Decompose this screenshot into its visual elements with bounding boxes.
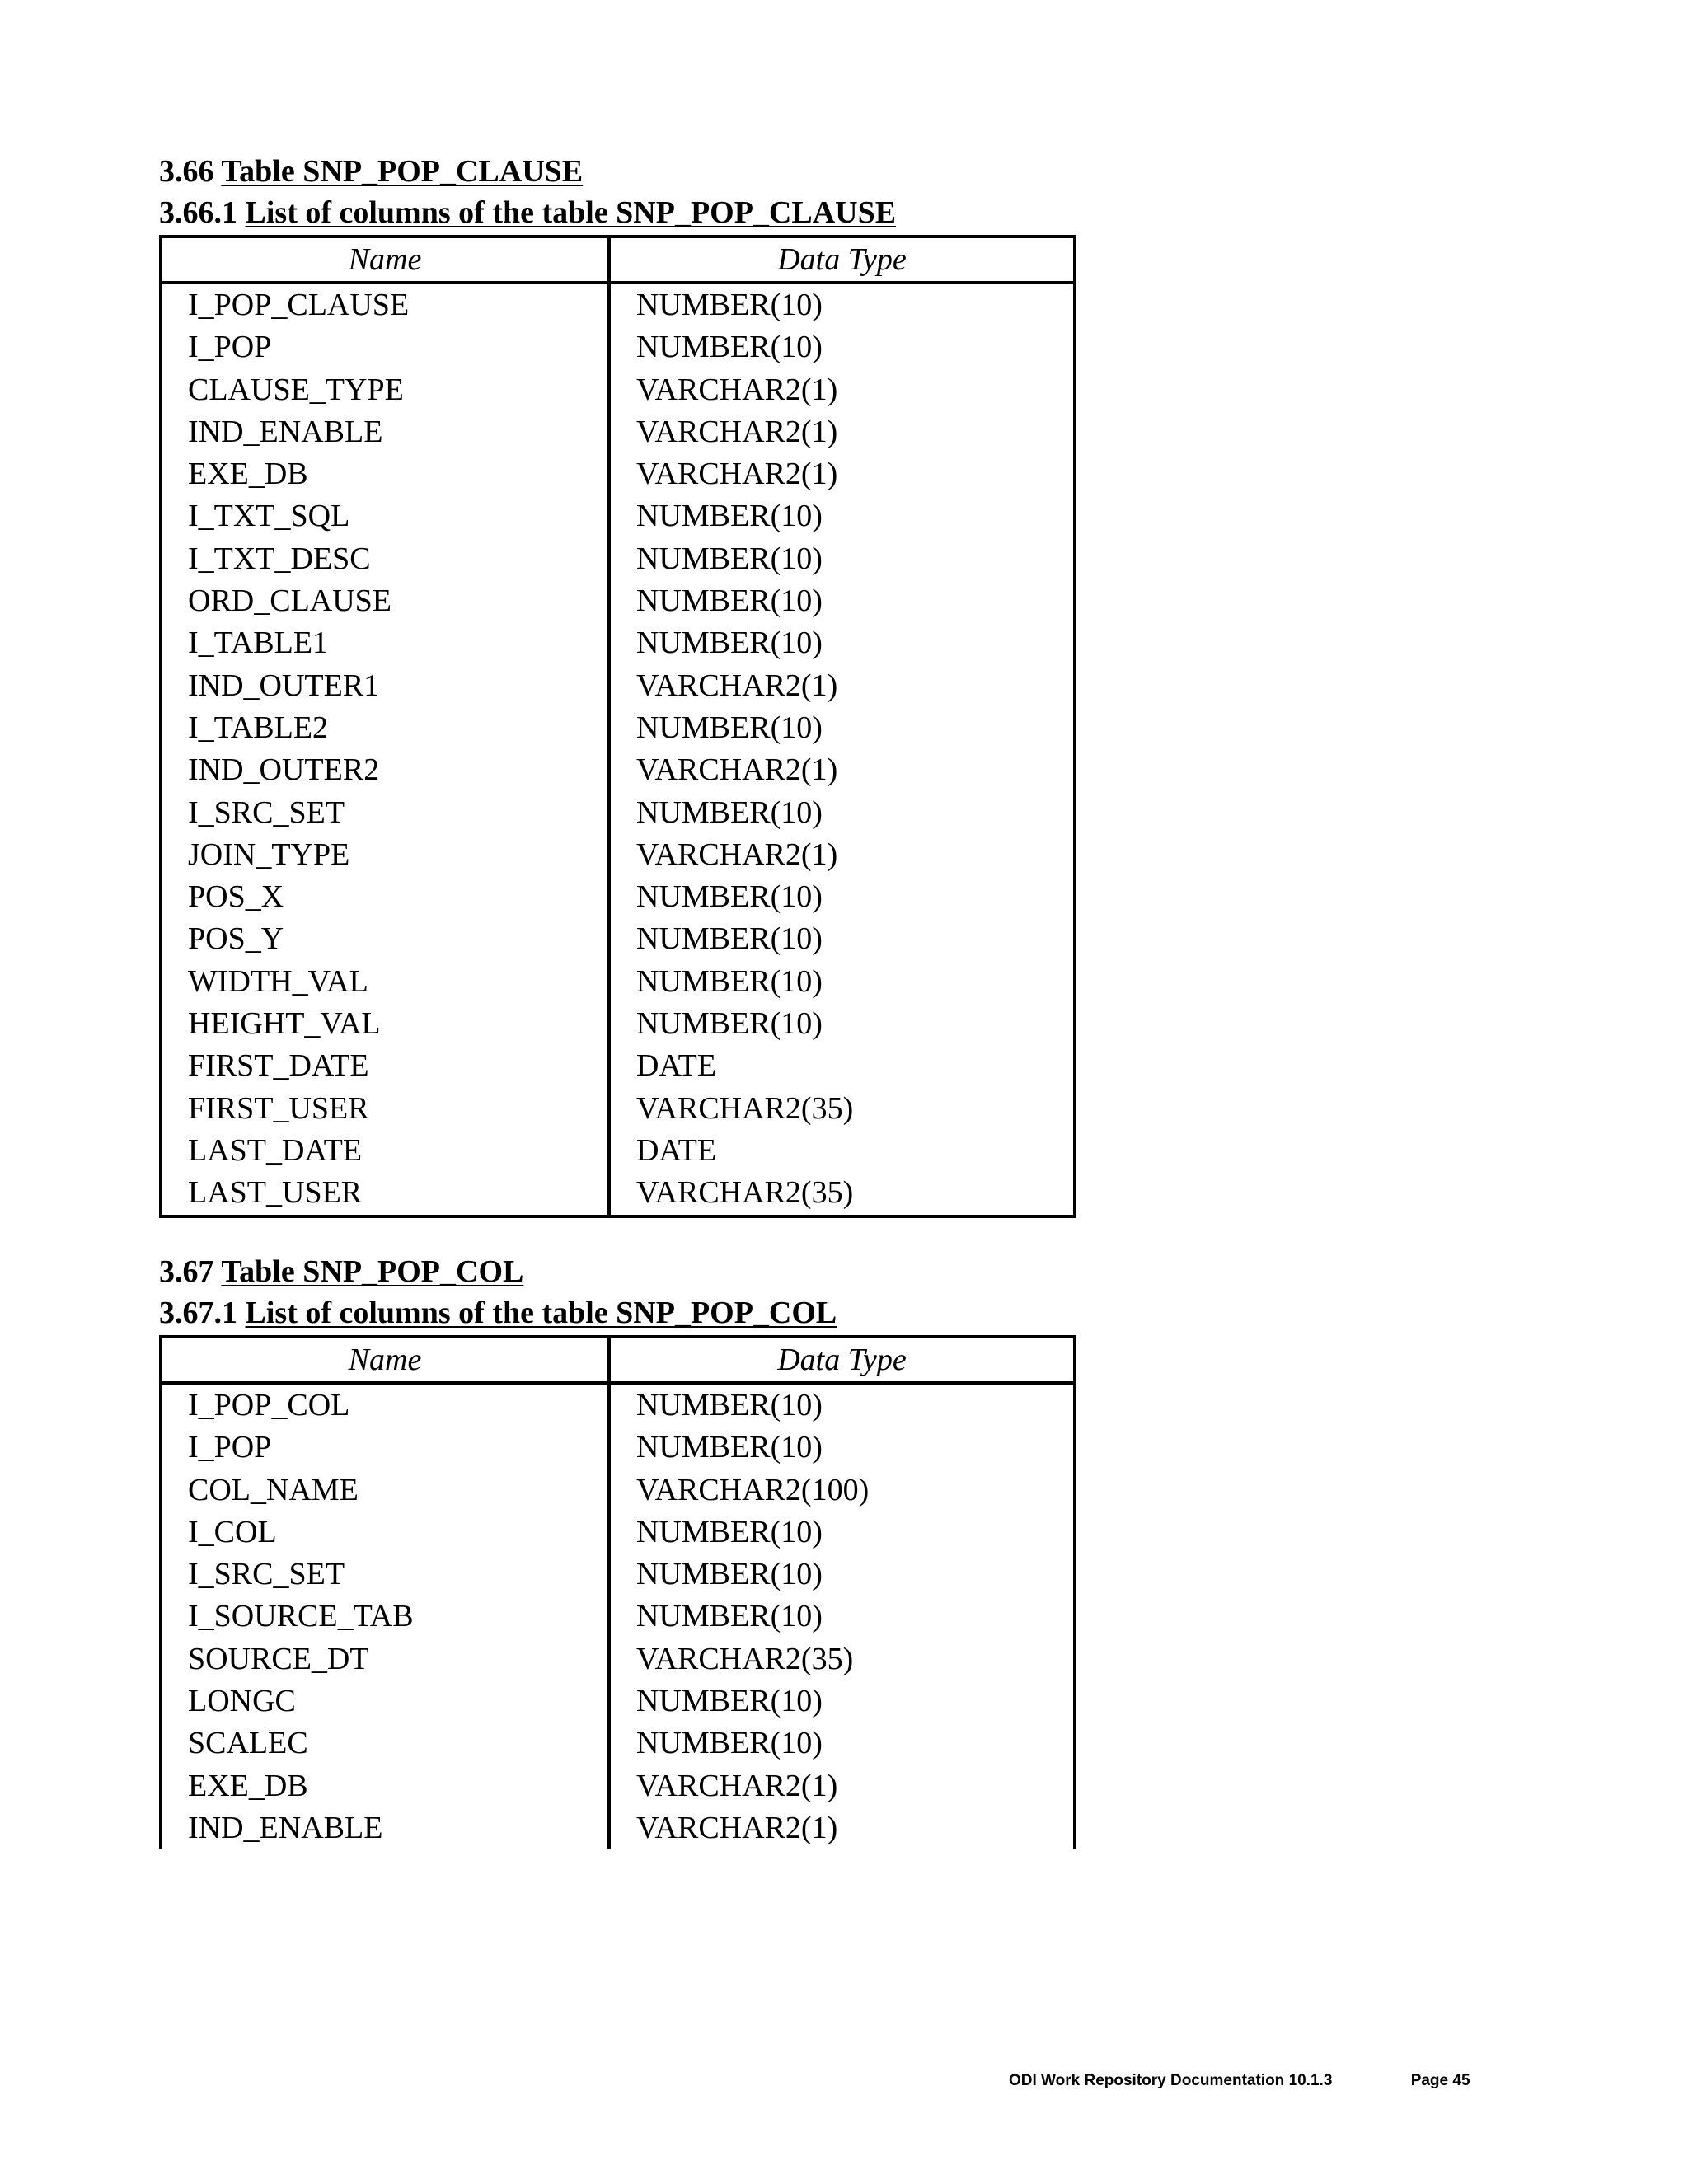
table-row bbox=[161, 411, 1075, 453]
column-name-cell: COL_NAME bbox=[161, 1469, 609, 1511]
table-row bbox=[161, 876, 1075, 918]
table-body bbox=[161, 1383, 1075, 1849]
header-name: Name bbox=[161, 237, 609, 283]
subsection-number: 3.67.1 bbox=[159, 1296, 237, 1330]
data-type-cell: VARCHAR2(1) bbox=[609, 369, 1075, 411]
table-row bbox=[161, 622, 1075, 664]
table-row bbox=[161, 1003, 1075, 1045]
table-row bbox=[161, 707, 1075, 749]
section-heading bbox=[159, 151, 1082, 192]
data-type-cell: NUMBER(10) bbox=[609, 1722, 1075, 1765]
data-type-cell: VARCHAR2(1) bbox=[609, 1765, 1075, 1807]
section-number: 3.66 bbox=[159, 154, 214, 189]
table-row bbox=[161, 1511, 1075, 1554]
table-body bbox=[161, 283, 1075, 1216]
table-row bbox=[161, 1722, 1075, 1765]
table-row bbox=[161, 1680, 1075, 1722]
column-name-cell: EXE_DB bbox=[161, 453, 609, 495]
table-row bbox=[161, 283, 1075, 326]
data-type-cell: NUMBER(10) bbox=[609, 707, 1075, 749]
data-type-cell: VARCHAR2(35) bbox=[609, 1088, 1075, 1130]
data-type-cell: NUMBER(10) bbox=[609, 1680, 1075, 1722]
section-heading bbox=[159, 1251, 1082, 1292]
footer-page-number: Page 45 bbox=[1410, 2072, 1470, 2089]
column-name-cell: SCALEC bbox=[161, 1722, 609, 1765]
table-row bbox=[161, 1427, 1075, 1469]
columns-table bbox=[159, 235, 1076, 1218]
column-name-cell: I_COL bbox=[161, 1511, 609, 1554]
data-type-cell: VARCHAR2(1) bbox=[609, 665, 1075, 707]
table-row bbox=[161, 1469, 1075, 1511]
data-type-cell: VARCHAR2(1) bbox=[609, 411, 1075, 453]
table-header-row bbox=[161, 1337, 1075, 1383]
table-row bbox=[161, 918, 1075, 960]
column-name-cell: I_TABLE1 bbox=[161, 622, 609, 664]
column-name-cell: LAST_USER bbox=[161, 1172, 609, 1216]
data-type-cell: VARCHAR2(1) bbox=[609, 834, 1075, 876]
subsection-number: 3.66.1 bbox=[159, 195, 237, 230]
column-name-cell: I_POP_COL bbox=[161, 1383, 609, 1427]
data-type-cell: NUMBER(10) bbox=[609, 1003, 1075, 1045]
data-type-cell: NUMBER(10) bbox=[609, 1554, 1075, 1596]
data-type-cell: NUMBER(10) bbox=[609, 622, 1075, 664]
page-footer bbox=[1009, 2072, 1470, 2090]
column-name-cell: I_SOURCE_TAB bbox=[161, 1596, 609, 1638]
column-name-cell: EXE_DB bbox=[161, 1765, 609, 1807]
table-row bbox=[161, 1638, 1075, 1680]
data-type-cell: DATE bbox=[609, 1045, 1075, 1087]
header-name: Name bbox=[161, 1337, 609, 1383]
columns-table bbox=[159, 1335, 1076, 1849]
data-type-cell: VARCHAR2(100) bbox=[609, 1469, 1075, 1511]
column-name-cell: I_TXT_DESC bbox=[161, 538, 609, 580]
data-type-cell: VARCHAR2(35) bbox=[609, 1638, 1075, 1680]
column-name-cell: FIRST_USER bbox=[161, 1088, 609, 1130]
subsection-title: List of columns of the table SNP_POP_COL bbox=[245, 1296, 837, 1330]
data-type-cell: NUMBER(10) bbox=[609, 1383, 1075, 1427]
column-name-cell: I_POP bbox=[161, 326, 609, 368]
section-snp-pop-col bbox=[159, 1251, 1082, 1849]
data-type-cell: NUMBER(10) bbox=[609, 961, 1075, 1003]
column-name-cell: I_TABLE2 bbox=[161, 707, 609, 749]
data-type-cell: NUMBER(10) bbox=[609, 283, 1075, 326]
table-row bbox=[161, 1130, 1075, 1172]
column-name-cell: ORD_CLAUSE bbox=[161, 580, 609, 622]
column-name-cell: LONGC bbox=[161, 1680, 609, 1722]
data-type-cell: NUMBER(10) bbox=[609, 918, 1075, 960]
table-row bbox=[161, 961, 1075, 1003]
column-name-cell: IND_OUTER1 bbox=[161, 665, 609, 707]
table-row bbox=[161, 538, 1075, 580]
data-type-cell: NUMBER(10) bbox=[609, 495, 1075, 537]
section-number: 3.67 bbox=[159, 1254, 214, 1289]
table-row bbox=[161, 834, 1075, 876]
subsection-heading bbox=[159, 1292, 1082, 1333]
column-name-cell: I_TXT_SQL bbox=[161, 495, 609, 537]
data-type-cell: NUMBER(10) bbox=[609, 876, 1075, 918]
subsection-title: List of columns of the table SNP_POP_CLAUSE bbox=[245, 195, 897, 230]
column-name-cell: I_POP_CLAUSE bbox=[161, 283, 609, 326]
data-type-cell: NUMBER(10) bbox=[609, 792, 1075, 834]
table-row bbox=[161, 1045, 1075, 1087]
data-type-cell: VARCHAR2(1) bbox=[609, 749, 1075, 791]
table-row bbox=[161, 1765, 1075, 1807]
table-row bbox=[161, 792, 1075, 834]
column-name-cell: POS_Y bbox=[161, 918, 609, 960]
data-type-cell: NUMBER(10) bbox=[609, 1427, 1075, 1469]
column-name-cell: I_POP bbox=[161, 1427, 609, 1469]
column-name-cell: WIDTH_VAL bbox=[161, 961, 609, 1003]
data-type-cell: VARCHAR2(35) bbox=[609, 1172, 1075, 1216]
table-row bbox=[161, 1554, 1075, 1596]
table-row bbox=[161, 1088, 1075, 1130]
column-name-cell: POS_X bbox=[161, 876, 609, 918]
table-row bbox=[161, 326, 1075, 368]
table-row bbox=[161, 495, 1075, 537]
column-name-cell: FIRST_DATE bbox=[161, 1045, 609, 1087]
column-name-cell: IND_ENABLE bbox=[161, 411, 609, 453]
column-name-cell: JOIN_TYPE bbox=[161, 834, 609, 876]
column-name-cell: I_SRC_SET bbox=[161, 792, 609, 834]
data-type-cell: NUMBER(10) bbox=[609, 1511, 1075, 1554]
section-title: Table SNP_POP_COL bbox=[221, 1254, 524, 1289]
column-name-cell: IND_OUTER2 bbox=[161, 749, 609, 791]
data-type-cell: VARCHAR2(1) bbox=[609, 1807, 1075, 1849]
table-row bbox=[161, 1383, 1075, 1427]
column-name-cell: HEIGHT_VAL bbox=[161, 1003, 609, 1045]
data-type-cell: NUMBER(10) bbox=[609, 326, 1075, 368]
column-name-cell: IND_ENABLE bbox=[161, 1807, 609, 1849]
column-name-cell: LAST_DATE bbox=[161, 1130, 609, 1172]
table-row bbox=[161, 749, 1075, 791]
data-type-cell: DATE bbox=[609, 1130, 1075, 1172]
table-row bbox=[161, 369, 1075, 411]
data-type-cell: NUMBER(10) bbox=[609, 538, 1075, 580]
table-row bbox=[161, 580, 1075, 622]
section-snp-pop-clause bbox=[159, 151, 1082, 1218]
table-row bbox=[161, 1596, 1075, 1638]
table-header-row bbox=[161, 237, 1075, 283]
column-name-cell: CLAUSE_TYPE bbox=[161, 369, 609, 411]
section-title: Table SNP_POP_CLAUSE bbox=[221, 154, 584, 189]
table-row bbox=[161, 665, 1075, 707]
table-row bbox=[161, 1172, 1075, 1216]
footer-doc-title: ODI Work Repository Documentation 10.1.3 bbox=[1009, 2072, 1333, 2089]
column-name-cell: I_SRC_SET bbox=[161, 1554, 609, 1596]
subsection-heading bbox=[159, 192, 1082, 233]
data-type-cell: NUMBER(10) bbox=[609, 580, 1075, 622]
table-row bbox=[161, 453, 1075, 495]
header-data-type: Data Type bbox=[609, 1337, 1075, 1383]
data-type-cell: NUMBER(10) bbox=[609, 1596, 1075, 1638]
data-type-cell: VARCHAR2(1) bbox=[609, 453, 1075, 495]
header-data-type: Data Type bbox=[609, 237, 1075, 283]
table-row bbox=[161, 1807, 1075, 1849]
column-name-cell: SOURCE_DT bbox=[161, 1638, 609, 1680]
